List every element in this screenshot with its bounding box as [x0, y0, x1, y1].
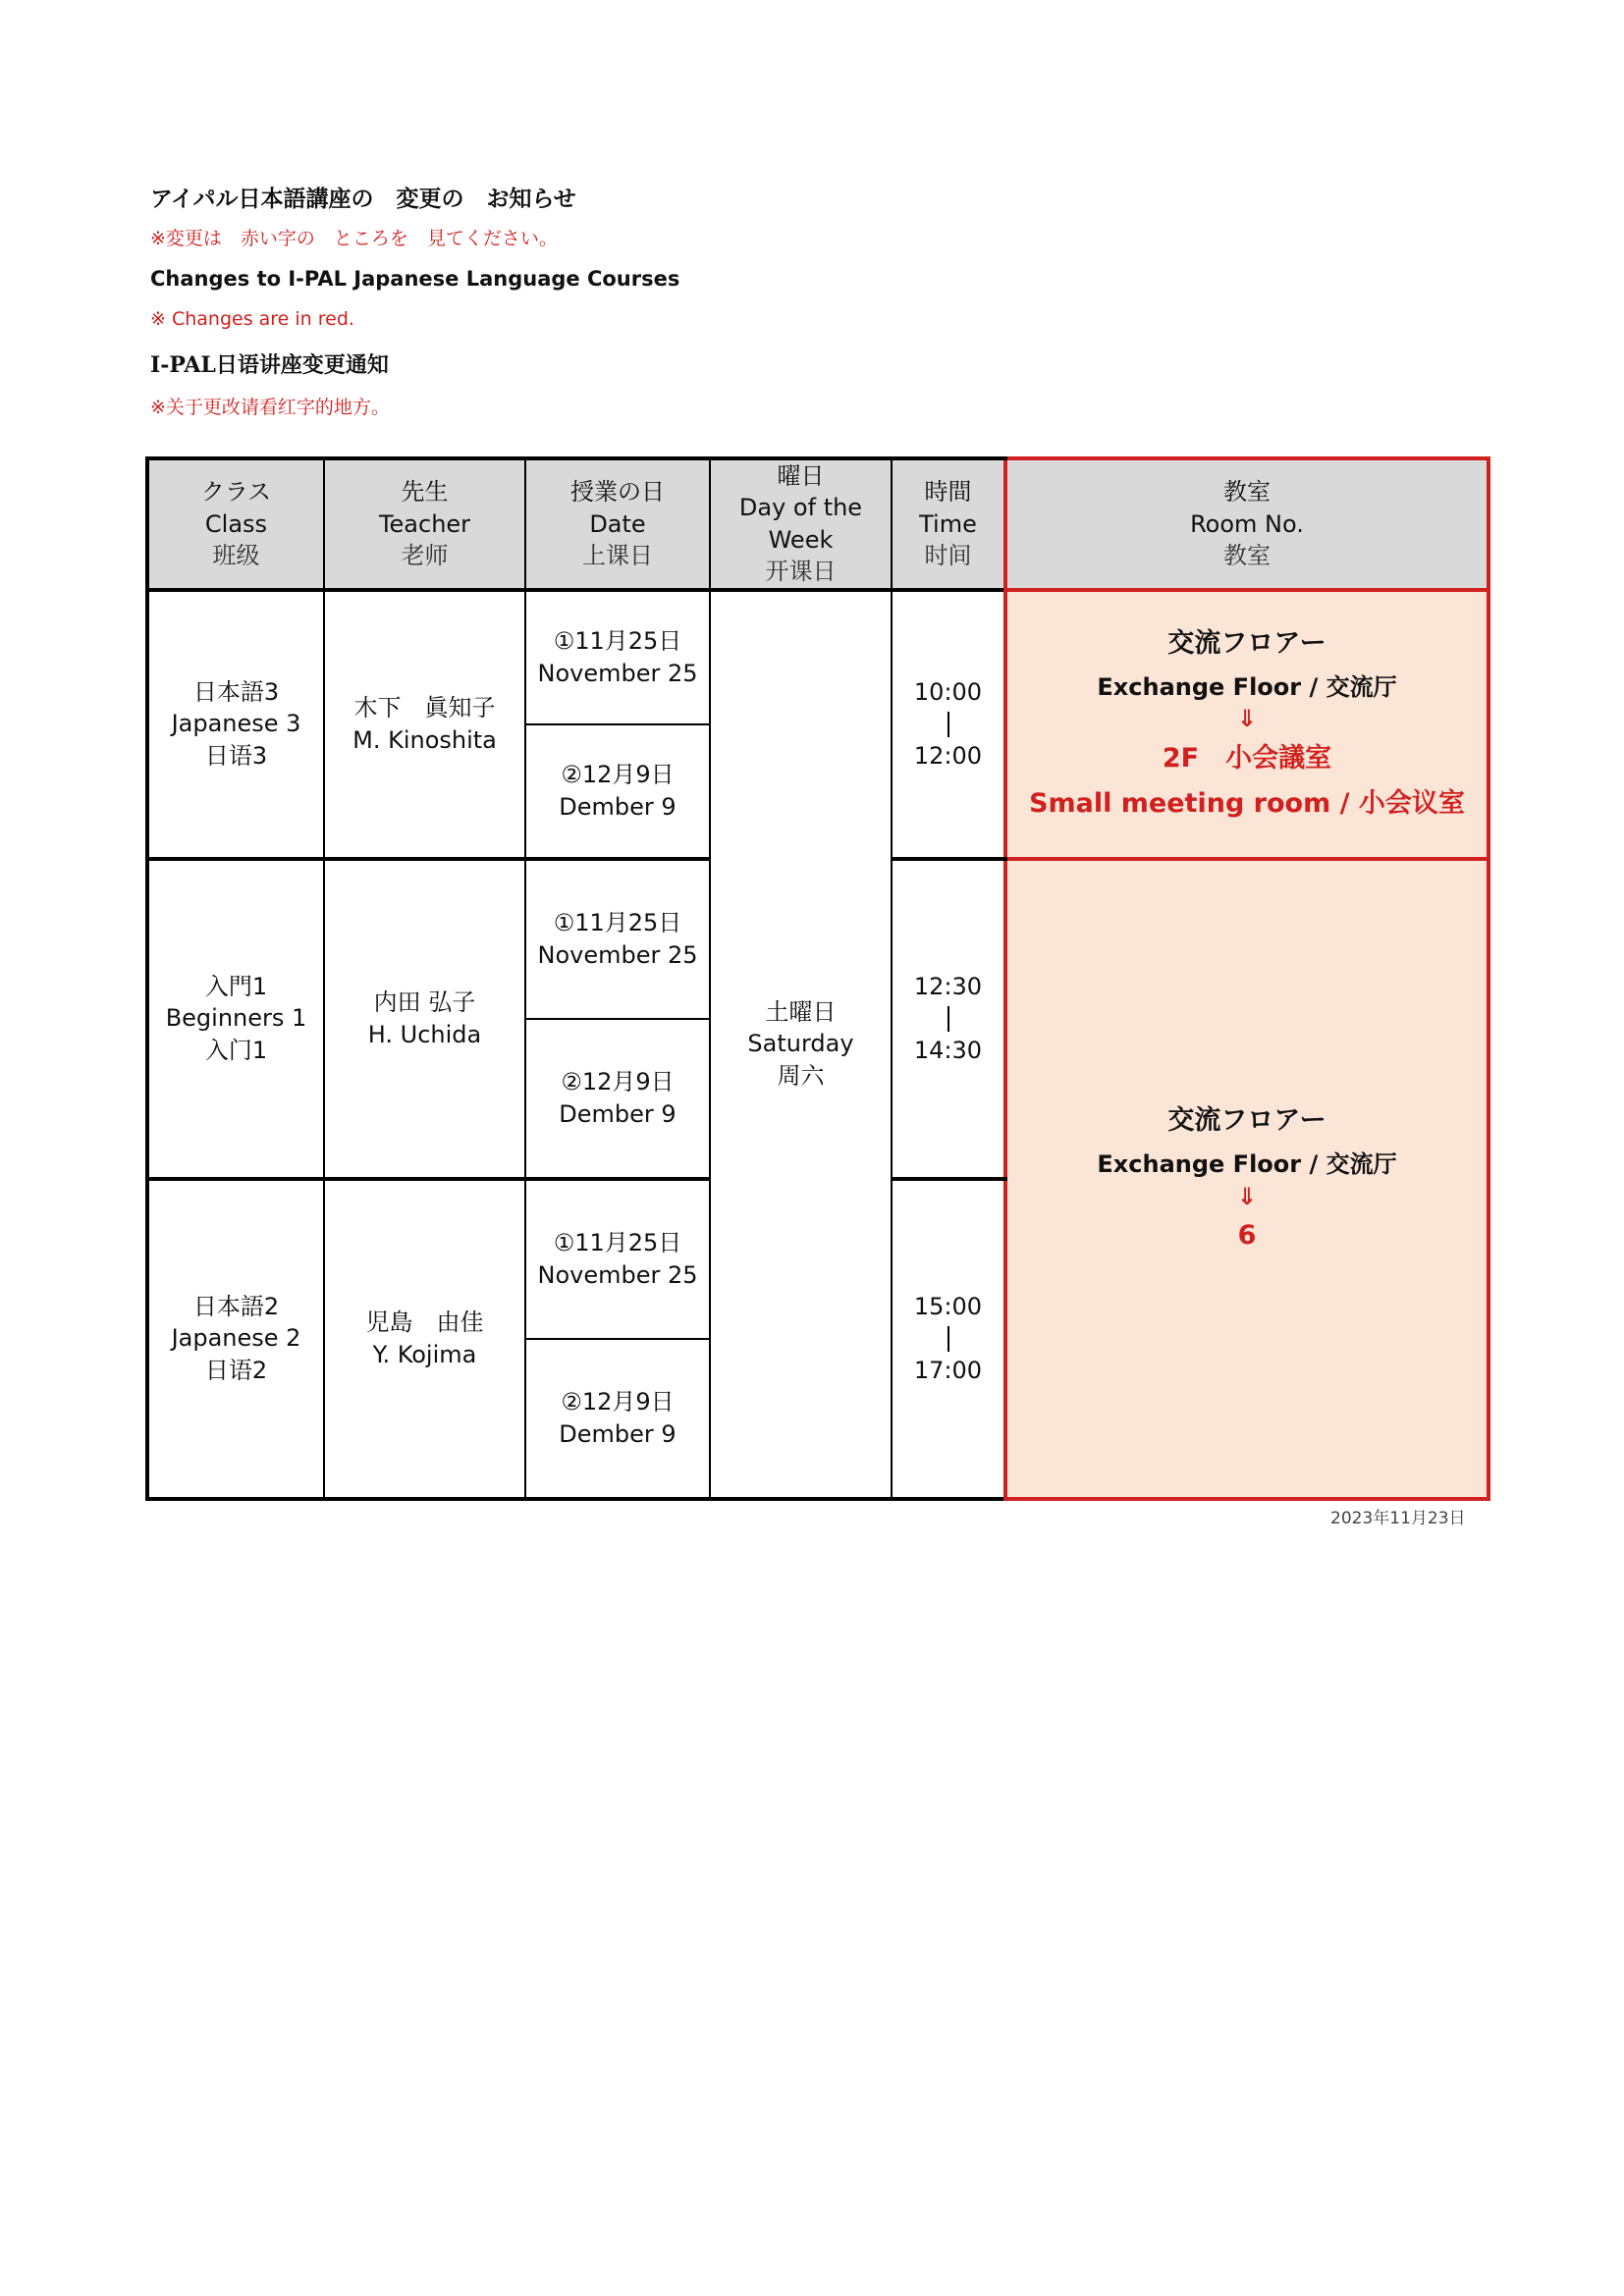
date-cell: ①11月25日 November 25	[525, 1179, 710, 1339]
time-cell: 12:30 14:30	[892, 859, 1005, 1179]
notice-title-zh: I-PAL日语讲座变更通知	[150, 352, 389, 378]
teacher-cell: 児島 由佳 Y. Kojima	[324, 1179, 525, 1499]
notice-note-ja: ※変更は 赤い字の ところを 見てください。	[150, 228, 558, 249]
down-arrow-icon: ⇓	[1236, 705, 1258, 733]
date-cell: ①11月25日 November 25	[525, 590, 710, 724]
table-header-row	[147, 458, 1489, 590]
table-row	[147, 590, 1489, 724]
room-cell-changed: 交流フロアー Exchange Floor / 交流厅 ⇓ 6	[1005, 859, 1489, 1499]
date-cell: ②12月9日 Dember 9	[525, 1339, 710, 1499]
header-time: 時間 Time 时间	[892, 458, 1005, 590]
time-separator	[947, 712, 949, 737]
header-room: 教室 Room No. 教室	[1005, 458, 1489, 590]
class-cell: 日本語2 Japanese 2 日语2	[147, 1179, 324, 1499]
notice-note-en: ※ Changes are in red.	[150, 308, 354, 330]
class-cell: 日本語3 Japanese 3 日语3	[147, 590, 324, 859]
time-cell: 10:00 12:00	[892, 590, 1005, 859]
time-separator	[947, 1006, 949, 1032]
room-cell-changed: 交流フロアー Exchange Floor / 交流厅 ⇓ 2F 小会議室 Small meeting room / 小会议室	[1005, 590, 1489, 859]
class-cell: 入門1 Beginners 1 入门1	[147, 859, 324, 1179]
time-separator	[947, 1326, 949, 1352]
date-cell: ②12月9日 Dember 9	[525, 1019, 710, 1179]
header-date: 授業の日 Date 上课日	[525, 458, 710, 590]
notice-note-zh: ※关于更改请看红字的地方。	[150, 397, 390, 418]
notice-title-en: Changes to I-PAL Japanese Language Courses	[150, 267, 680, 291]
header-class: クラス Class 班级	[147, 458, 324, 590]
issue-date: 2023年11月23日	[1330, 1509, 1466, 1528]
date-cell: ②12月9日 Dember 9	[525, 724, 710, 859]
header-day: 曜日 Day of the Week 开课日	[710, 458, 892, 590]
header-teacher: 先生 Teacher 老师	[324, 458, 525, 590]
notice-title-ja: アイパル日本語講座の 変更の お知らせ	[150, 187, 576, 212]
time-cell: 15:00 17:00	[892, 1179, 1005, 1499]
day-cell: 土曜日 Saturday 周六	[710, 590, 892, 1499]
date-cell: ①11月25日 November 25	[525, 859, 710, 1019]
schedule-table	[145, 456, 1490, 1501]
teacher-cell: 内田 弘子 H. Uchida	[324, 859, 525, 1179]
down-arrow-icon: ⇓	[1236, 1182, 1258, 1210]
teacher-cell: 木下 眞知子 M. Kinoshita	[324, 590, 525, 859]
